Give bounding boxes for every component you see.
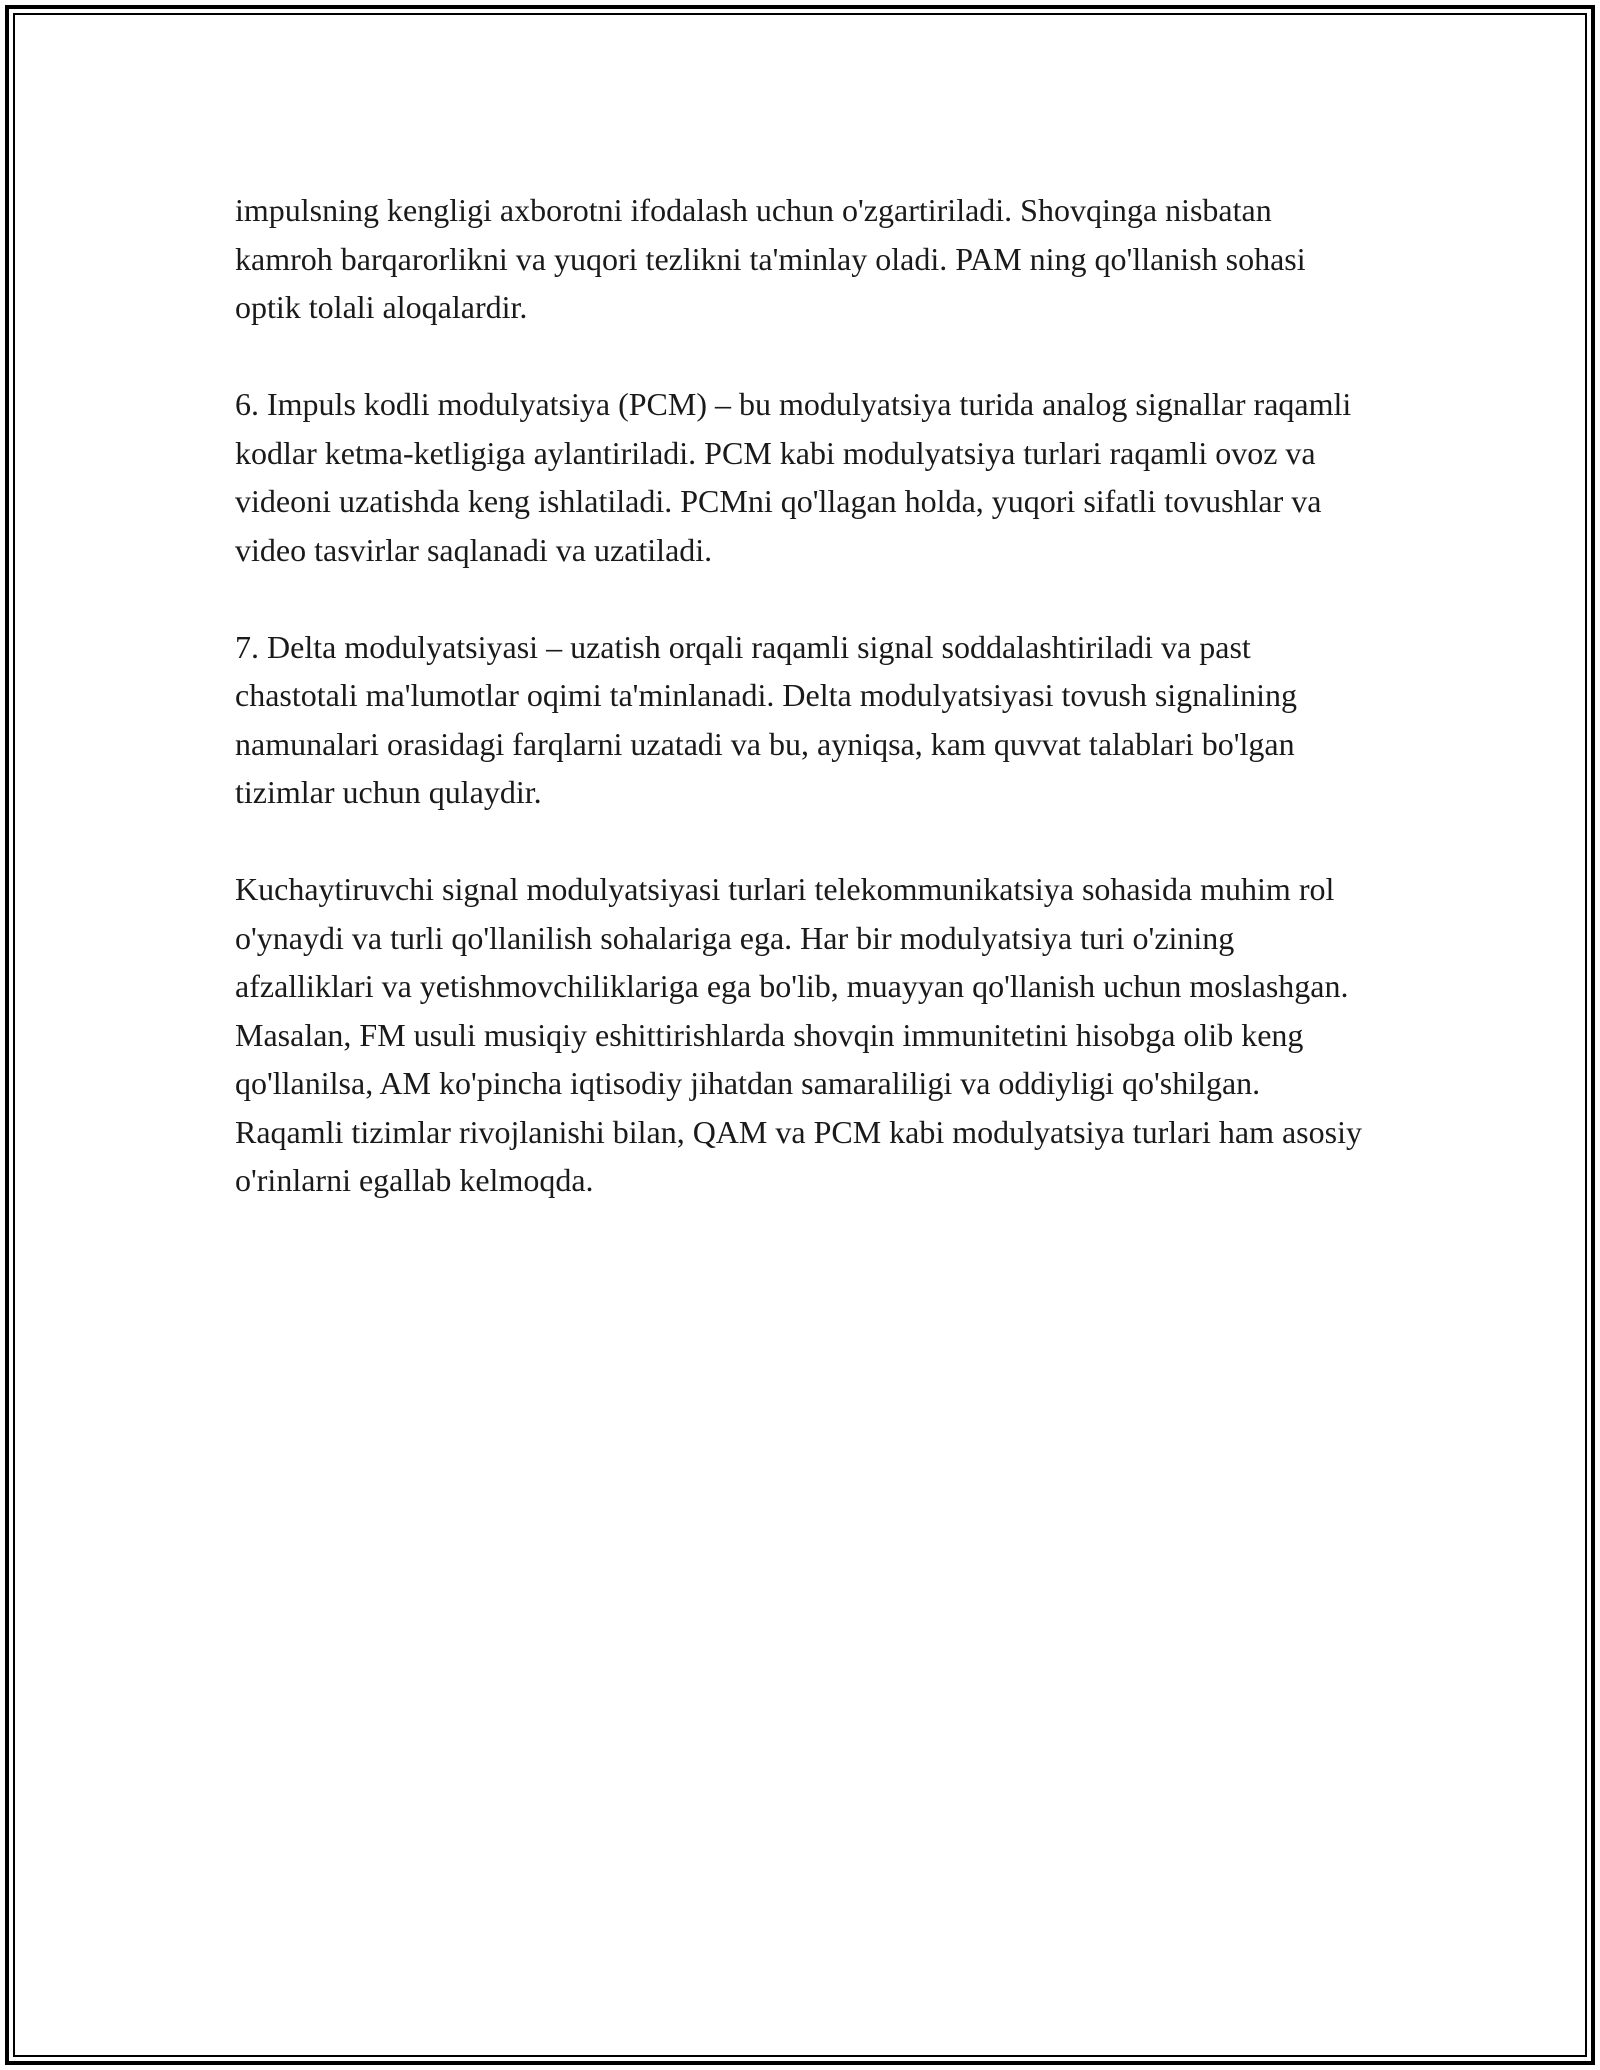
paragraph-conclusion: Kuchaytiruvchi signal modulyatsiyasi turlari telekommunikatsiya sohasida muhim rol o'ynaydi va turli qo'llanilish sohalariga ega. Har bir modulyatsiya turi o'zining afzalliklari va yetishmovchiliklariga ega bo'lib, muayyan qo'llanish uchun moslashgan. Masalan, FM usuli musiqiy eshittirishlarda shovqin immunitetini hisobga olib keng qo'llanilsa, AM ko'pincha iqtisodiy jihatdan samaraliligi va oddiyligi qo'shilgan. Raqamli tizimlar rivojlanishi bilan, QAM va PCM kabi modulyatsiya turlari ham asosiy o'rinlarni egallab kelmoqda. xyxy=(235,871,1362,1198)
paragraph-delta-modulation: 7. Delta modulyatsiyasi – uzatish orqali raqamli signal soddalashtiriladi va past chastotali ma'lumotlar oqimi ta'minlanadi. Delta modulyatsiyasi tovush signalining namunalari orasidagi farqlarni uzatadi va bu, ayniqsa, kam quvvat talablari bo'lgan tizimlar uchun qulaydir. xyxy=(235,628,1298,810)
paragraph-pcm: 6. Impuls kodli modulyatsiya (PCM) – bu modulyatsiya turida analog signallar raqamli kodlar ketma-ketligiga aylantiriladi. PCM kabi modulyatsiya turlari raqamli ovoz va videoni uzatishda keng ishlatiladi. PCMni qo'llagan holda, yuqori sifatli tovushlar va video tasvirlar saqlanadi va uzatiladi. xyxy=(235,386,1352,568)
document-body xyxy=(235,186,1365,1253)
paragraph-pam-continuation: impulsning kengligi axborotni ifodalash uchun o'zgartiriladi. Shovqinga nisbatan kamroh barqarorlikni va yuqori tezlikni ta'minlay oladi. PAM ning qo'llanish sohasi optik tolali aloqalardir. xyxy=(235,192,1306,325)
